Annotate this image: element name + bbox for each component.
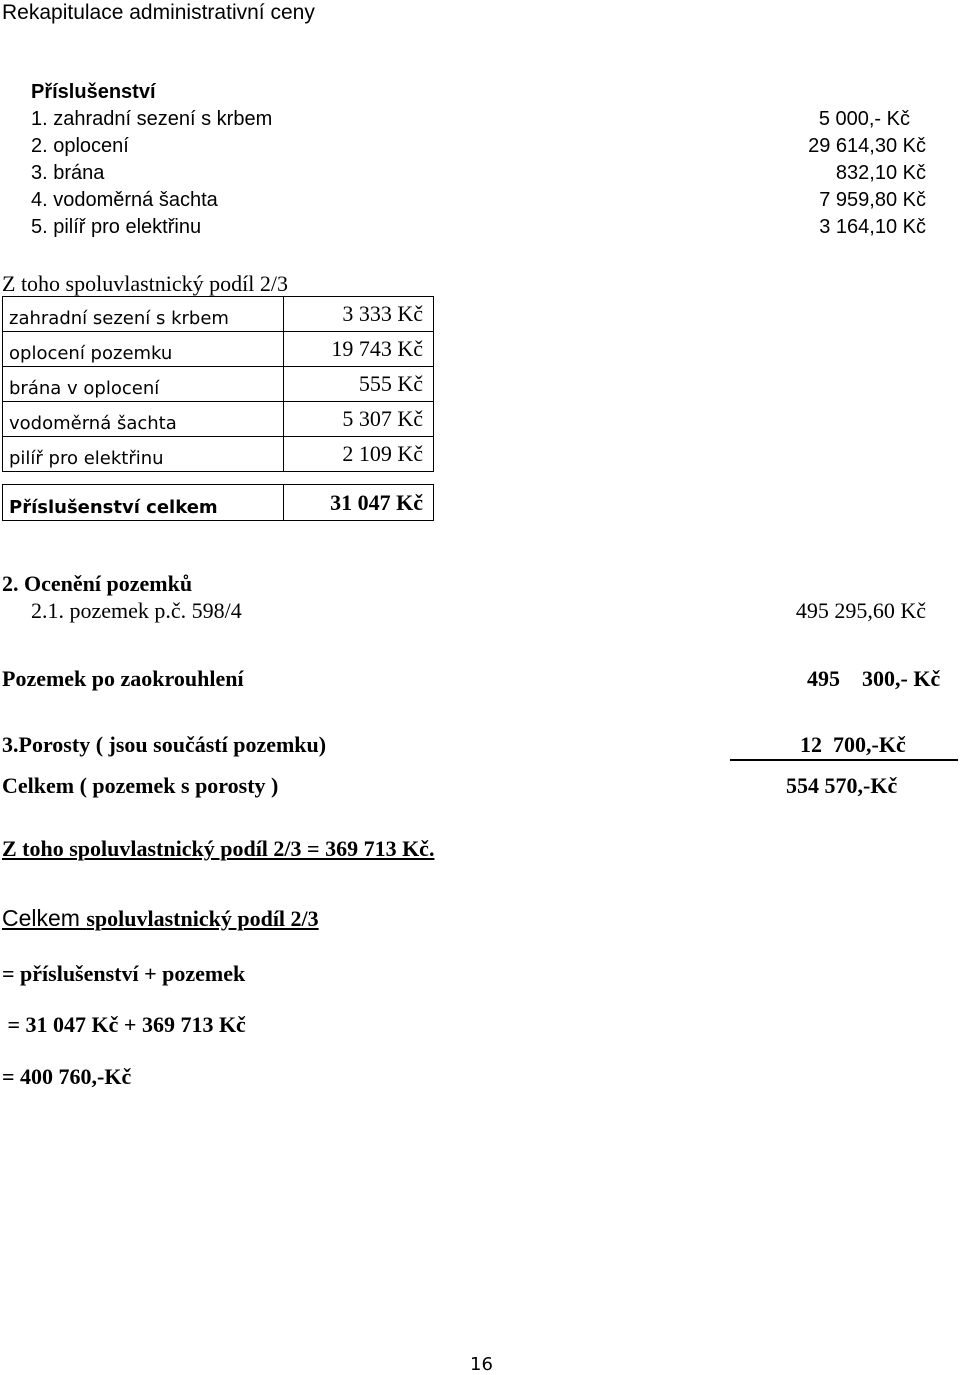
share-row-value: 3 333 Kč [284,297,434,332]
land-rounded-label: Pozemek po zaokrouhlení [2,666,244,691]
accessory-item-value: 832,10 Kč [835,162,926,184]
accessory-item-label: 2. oplocení [31,135,129,157]
accessory-item-label: 5. pilíř pro elektřinu [31,216,202,238]
share-row-label: brána v oplocení [3,367,284,402]
accessories-heading: Příslušenství [31,81,156,103]
sum-divider [730,759,958,761]
share-table [2,296,434,472]
growth-label: 3.Porosty ( jsou součástí pozemku) [2,732,327,757]
accessories-total-value: 31 047 Kč [284,485,434,521]
table-row [3,485,434,521]
accessory-item-value: 5 000,- Kč [818,108,910,130]
summary-heading-word: Celkem [2,905,87,931]
total-label: Celkem ( pozemek s porosty ) [2,773,279,798]
table-row [3,332,434,367]
land-rounded-value: 495 300,- Kč [807,666,941,691]
page-number: 16 [470,1354,493,1375]
accessory-item-value: 3 164,10 Kč [819,216,926,238]
summary-line: = příslušenství + pozemek [2,961,246,986]
share-row-label: oplocení pozemku [3,332,284,367]
table-row [3,437,434,472]
accessories-total-table [2,484,434,521]
accessory-item-value: 29 614,30 Kč [808,135,926,157]
accessory-item-value: 7 959,80 Kč [819,189,926,211]
share-row-label: vodoměrná šachta [3,402,284,437]
share-row-value: 2 109 Kč [284,437,434,472]
share-row-value: 5 307 Kč [284,402,434,437]
table-row [3,297,434,332]
land-item-value: 495 295,60 Kč [795,598,926,623]
table-row [3,402,434,437]
share-row-value: 555 Kč [284,367,434,402]
share-row-label: pilíř pro elektřinu [3,437,284,472]
accessory-item-label: 4. vodoměrná šachta [31,189,218,211]
growth-value: 12 700,-Kč [800,732,906,757]
table-row [3,367,434,402]
accessory-item-label: 3. brána [31,162,105,184]
summary-result: = 400 760,-Kč [2,1064,132,1089]
share-statement: Z toho spoluvlastnický podíl 2/3 = 369 713 Kč. [2,836,435,861]
page-title: Rekapitulace administrativní ceny [2,1,315,24]
share-row-value: 19 743 Kč [284,332,434,367]
total-value: 554 570,-Kč [786,773,898,798]
share-row-label: zahradní sezení s krbem [3,297,284,332]
accessories-total-label: Příslušenství celkem [3,485,284,521]
accessory-item-label: 1. zahradní sezení s krbem [31,108,273,130]
land-heading: 2. Ocenění pozemků [2,571,193,596]
summary-heading [2,907,319,930]
share-heading: Z toho spoluvlastnický podíl 2/3 [2,271,288,296]
land-item-label: 2.1. pozemek p.č. 598/4 [31,598,242,623]
summary-heading-rest: spoluvlastnický podíl 2/3 [86,906,319,931]
summary-line: = 31 047 Kč + 369 713 Kč [2,1012,246,1037]
